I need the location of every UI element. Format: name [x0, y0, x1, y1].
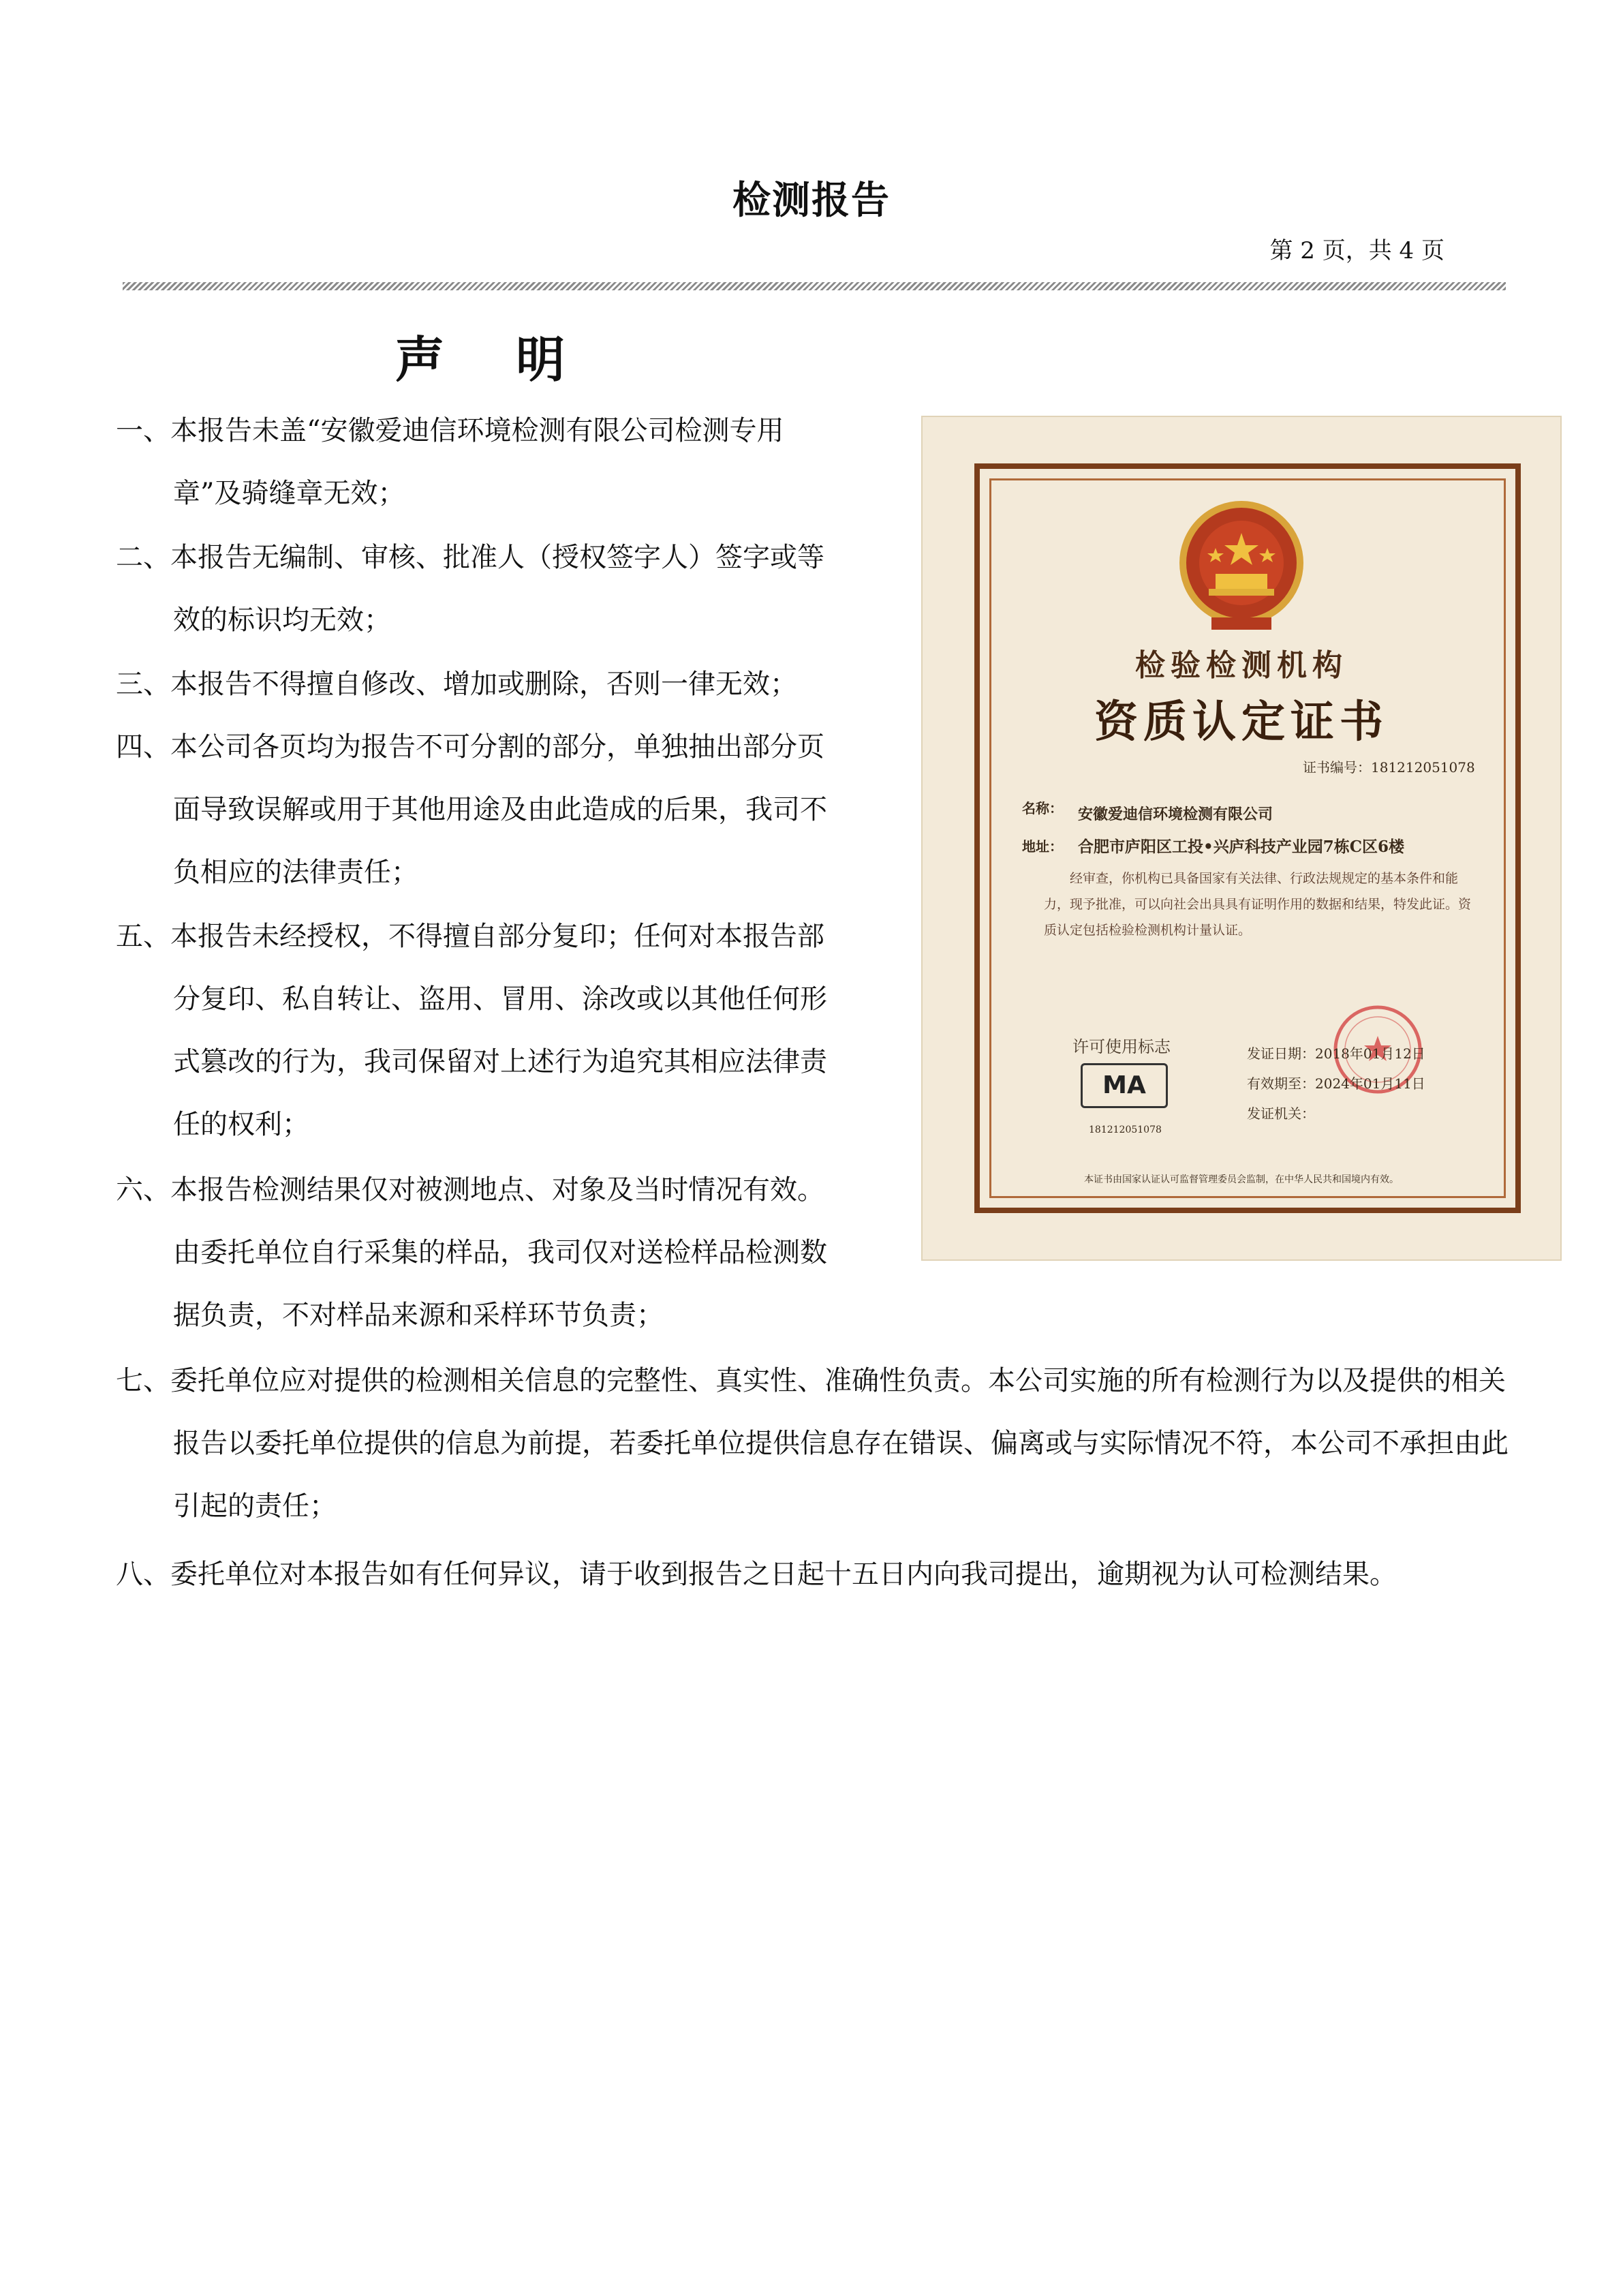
clause-1: 一、本报告未盖“安徽爱迪信环境检测有限公司检测专用章”及骑缝章无效； [116, 415, 784, 509]
header-rule [123, 282, 1506, 290]
clause-3: 三、本报告不得擅自修改、增加或删除，否则一律无效； [116, 669, 797, 700]
clause-8: 八、委托单位对本报告如有任何异议，请于收到报告之日起十五日内向我司提出，逾期视为认可检测结果。 [116, 1559, 1397, 1590]
valid-until: 有效期至：2024年01月11日 [1247, 1075, 1425, 1092]
issuer: 发证机关： [1247, 1105, 1315, 1122]
certificate-footer-note: 本证书由国家认证认可监督管理委员会监制，在中华人民共和国境内有效。 [1084, 1174, 1399, 1185]
certificate-address-value: 合肥市庐阳区工投•兴庐科技产业园7栋C区6楼 [1078, 838, 1405, 856]
issue-date: 发证日期：2018年01月12日 [1247, 1045, 1425, 1062]
certificate-image [921, 416, 1562, 1261]
certificate-address-label: 地址： [1022, 838, 1063, 855]
mark-number: 181212051078 [1089, 1124, 1162, 1135]
mark-label: 许可使用标志 [1072, 1037, 1171, 1056]
clause-2: 二、本报告无编制、审核、批准人（授权签字人）签字或等效的标识均无效； [116, 542, 824, 636]
ma-logo: MA [1081, 1063, 1168, 1108]
page-number: 第 2 页，共 4 页 [1269, 237, 1444, 264]
clause-6: 六、本报告检测结果仅对被测地点、对象及当时情况有效。由委托单位自行采集的样品，我司仅对送检样品检测数据负责，不对样品来源和采样环节负责； [116, 1174, 827, 1331]
declaration-title: 声 明 [395, 331, 593, 388]
certificate-title-line2: 资质认定证书 [1094, 697, 1389, 748]
clause-7: 七、委托单位应对提供的检测相关信息的完整性、真实性、准确性负责。本公司实施的所有检测行为以及提供的相关报告以委托单位提供的信息为前提，若委托单位提供信息存在错误、偏离或与实际情况不符，本公司不承担由此引起的责任； [116, 1365, 1509, 1522]
clause-4: 四、本公司各页均为报告不可分割的部分，单独抽出部分页面导致误解或用于其他用途及由此造成的后果，我司不负相应的法律责任； [116, 731, 827, 888]
certificate-title-line1: 检验检测机构 [1135, 648, 1348, 683]
national-emblem-icon [1171, 498, 1312, 634]
certificate-name-value: 安徽爱迪信环境检测有限公司 [1078, 806, 1273, 823]
certificate-name-label: 名称： [1022, 800, 1063, 816]
certificate-body-text: 经审查，你机构已具备国家有关法律、行政法规规定的基本条件和能力，现予批准，可以向社会出具具有证明作用的数据和结果，特发此证。资质认定包括检验检测机构计量认证。 [1044, 871, 1472, 938]
page-title: 检测报告 [732, 179, 891, 223]
clause-5: 五、本报告未经授权，不得擅自部分复印；任何对本报告部分复印、私自转让、盗用、冒用、涂改或以其他任何形式篡改的行为，我司保留对上述行为追究其相应法律责任的权利； [116, 921, 827, 1140]
certificate-number: 证书编号：181212051078 [1303, 759, 1475, 776]
